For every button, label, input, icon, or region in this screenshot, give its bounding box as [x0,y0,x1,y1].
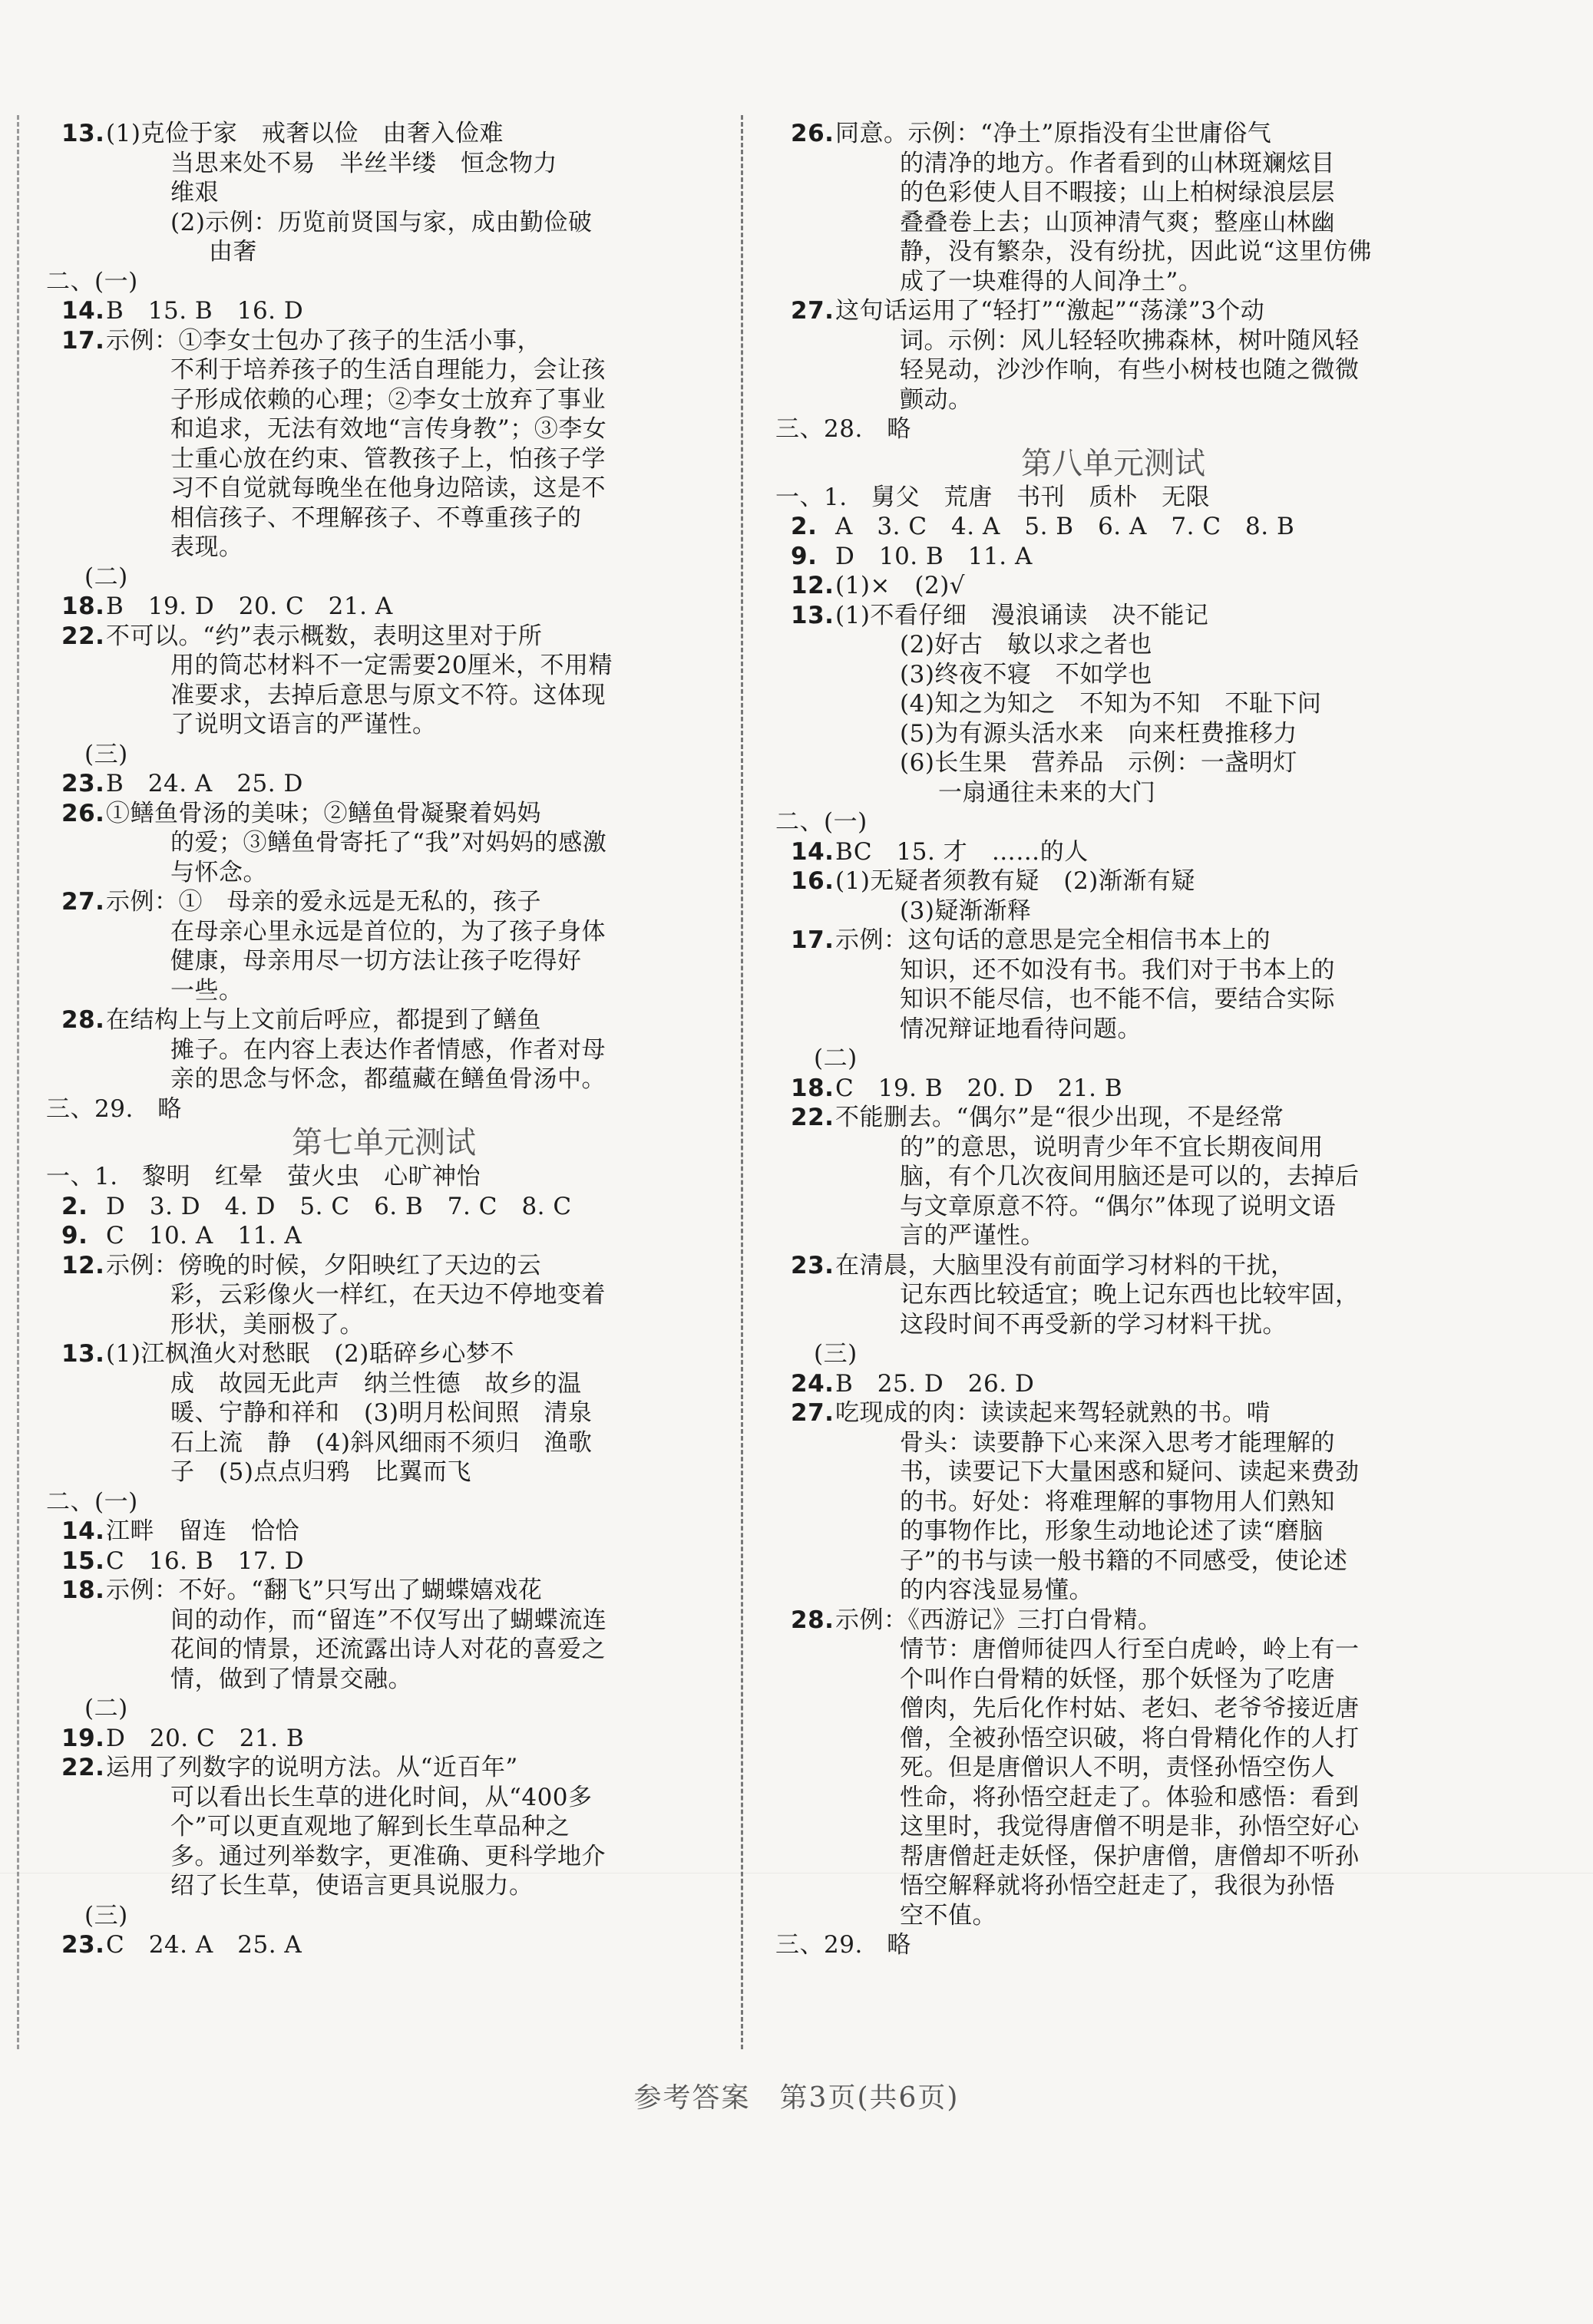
answer-line [46,355,722,385]
answer-text: 情况辩证地看待问题。 [900,1015,1142,1043]
question-number: 18. [61,1576,105,1604]
answer-line [775,1428,1451,1458]
answer-line [775,1665,1451,1695]
unit-title: 第八单元测试 [1021,445,1205,481]
answer-text: 花间的情景，还流露出诗人对花的喜爱之 [170,1636,606,1663]
answer-text: 示例：《西游记》三打白骨精。 [835,1606,1162,1634]
answer-line [46,799,722,829]
answer-text: 记东西比较适宜；晚上记东西也比较牢固， [900,1281,1360,1309]
answer-text: 了说明文语言的严谨性。 [170,711,437,738]
answer-line [775,778,1451,808]
answer-text: (5)为有源头活水来 向来枉费推移力 [900,719,1297,748]
section-heading [46,1487,722,1517]
answer-line [775,512,1451,542]
answer-line [775,1487,1451,1517]
answer-text: 与怀念。 [170,858,267,886]
subsection-label [46,740,722,770]
question-number: 13. [791,601,835,629]
answer-line [46,887,722,917]
answer-text: 在结构上与上文前后呼应，都提到了鳝鱼 [106,1006,541,1034]
answer-text: 在清晨，大脑里没有前面学习材料的干扰， [835,1251,1295,1279]
answer-line [775,1015,1451,1045]
answer-text: C 10. A 11. A [106,1222,302,1249]
answer-text: 不利于培养孩子的生活自理能力，会让孩 [170,356,606,384]
answer-text: (6)长生果 营养品 示例：一盏明灯 [900,749,1297,777]
answer-text: 三、29. 略 [46,1094,182,1123]
answer-line [775,385,1451,415]
answer-line [775,1457,1451,1487]
answer-line [775,1547,1451,1576]
answer-line [46,1783,722,1813]
question-number: 28. [791,1606,835,1634]
answer-line [46,1035,722,1065]
answer-line [46,1930,722,1960]
answer-line [775,1901,1451,1931]
answer-line [775,1398,1451,1428]
question-number: 12. [791,572,835,599]
answer-text: 的清净的地方。作者看到的山林斑斓炫目 [900,149,1335,177]
answer-line [775,1103,1451,1133]
answer-line [46,592,722,622]
answer-line [46,1221,722,1251]
answer-text: 词。示例：风儿轻轻吹拂森林，树叶随风轻 [900,326,1360,355]
answer-line [46,414,722,444]
answer-text: (2)示例：历览前贤国与家，成由勤俭破 [170,208,593,236]
question-number: 13. [61,1340,105,1368]
answer-line [46,474,722,503]
answer-text: 情，做到了情景交融。 [170,1665,412,1693]
answer-line [775,1221,1451,1251]
answer-line [775,178,1451,208]
answer-line [775,867,1451,896]
answer-text: 轻晃动，沙沙作响，有些小树枝也随之微微 [900,356,1360,384]
question-number: 16. [791,867,835,895]
question-number: 26. [791,120,835,147]
answer-line [46,1812,722,1842]
answer-text: BC 15. 才 ……的人 [835,837,1089,866]
question-number: 23. [791,1251,835,1279]
answer-text: 三、28. 略 [775,415,911,443]
answer-line [46,710,722,740]
answer-text: (3)疑渐渐释 [900,896,1032,925]
question-number: 18. [61,593,105,620]
answer-line [46,533,722,563]
answer-line [775,1635,1451,1665]
answer-text: 子形成依赖的心理；②李女士放弃了事业 [170,385,606,414]
answer-line [775,1162,1451,1192]
section-heading [46,267,722,297]
section-heading [775,1930,1451,1960]
answer-line [775,1517,1451,1547]
answer-text: 死。但是唐僧识人不明，责怪孙悟空伤人 [900,1754,1335,1781]
answer-text: 不能删去。“偶尔”是“很少出现，不是经常 [835,1104,1284,1131]
question-number: 27. [61,888,105,916]
answer-text: 石上流 静 (4)斜风细雨不须归 渔歌 [170,1428,593,1457]
answer-line [46,651,722,681]
answer-text: ①鳝鱼骨汤的美味；②鳝鱼骨凝聚着妈妈 [106,799,541,827]
question-number: 22. [791,1104,835,1131]
answer-text: 形状，美丽极了。 [170,1310,364,1339]
answer-text: 帮唐僧赶走妖怪，保护唐僧，唐僧却不听孙 [900,1842,1360,1870]
question-number: 27. [791,1399,835,1427]
answer-line [775,601,1451,631]
answer-line [775,1192,1451,1222]
answer-text: 健康，母亲用尽一切方法让孩子吃得好 [170,947,582,975]
answer-line [775,208,1451,238]
subsection-label [775,1044,1451,1074]
answer-text: B 15. B 16. D [106,297,304,325]
answer-line [46,1428,722,1458]
answer-text: 成了一块难得的人间净土”。 [900,267,1203,295]
page-footer: 参考答案 第3页(共6页) [633,2082,960,2114]
answer-line [46,444,722,474]
answer-line [46,622,722,652]
answer-line [775,119,1451,149]
answer-text: 个叫作白骨精的妖怪，那个妖怪为了吃唐 [900,1665,1335,1693]
answer-text: 知识，还不如没有书。我们对于书本上的 [900,956,1335,984]
right-column [775,119,1451,1960]
answer-text: C 16. B 17. D [106,1547,305,1575]
answer-line [46,1398,722,1428]
answer-line [46,1339,722,1369]
answer-line [775,1074,1451,1104]
answer-line [46,858,722,888]
answer-text: 骨头：读要静下心来深入思考才能理解的 [900,1428,1335,1457]
answer-text: (1)江枫渔火对愁眠 (2)聒碎乡心梦不 [106,1340,514,1368]
answer-text: (三) [814,1340,858,1368]
column-divider [741,115,743,2049]
answer-line [775,267,1451,297]
answer-line [775,326,1451,356]
answer-text: 一、1. 黎明 红晕 萤火虫 心旷神怡 [46,1163,481,1190]
answer-text: 示例：①李女士包办了孩子的生活小事， [106,326,541,355]
answer-line [775,837,1451,867]
answer-text: 一扇通往未来的大门 [938,778,1156,807]
question-number: 19. [61,1724,105,1752]
answer-line [46,326,722,356]
question-number: 2. [61,1192,88,1220]
answer-text: 二、(一) [46,1487,138,1516]
answer-line [775,926,1451,956]
answer-line [46,1576,722,1606]
answer-line [46,946,722,976]
answer-text: 脑，有个几次夜间用脑还是可以的，去掉后 [900,1163,1360,1190]
answer-line [46,828,722,858]
answer-line [46,1280,722,1310]
answer-line [46,1842,722,1872]
answer-text: B 19. D 20. C 21. A [106,593,393,620]
answer-text: 用的筒芯材料不一定需要20厘米，不用精 [170,652,613,679]
answer-text: 个”可以更直观地了解到长生草品种之 [170,1813,570,1840]
question-number: 24. [791,1369,835,1398]
answer-text: 僧肉，先后化作村姑、老妇、老爷爷接近唐 [900,1695,1360,1722]
answer-line [46,178,722,208]
answer-line [46,1310,722,1340]
answer-line [775,1133,1451,1163]
section-heading [775,483,1451,513]
answer-line [775,571,1451,601]
answer-line [775,689,1451,719]
question-number: 13. [61,120,105,147]
answer-line [46,296,722,326]
answer-text: 成 故园无此声 纳兰性德 故乡的温 [170,1369,582,1398]
subsection-label [46,563,722,593]
answer-text: C 24. A 25. A [106,1931,302,1959]
answer-line [46,1606,722,1636]
answer-text: 士重心放在约束、管教孩子上，怕孩子学 [170,444,606,473]
answer-line [46,769,722,799]
answer-line [46,1871,722,1901]
answer-line [775,1251,1451,1281]
answer-line [46,119,722,149]
left-margin-rule [17,115,19,2049]
section-heading [775,807,1451,837]
answer-text: D 20. C 21. B [106,1724,305,1752]
answer-text: 的内容浅显易懂。 [900,1576,1093,1604]
question-number: 27. [791,297,835,325]
answer-text: 示例：① 母亲的爱永远是无私的，孩子 [106,888,541,916]
answer-text: 悟空解释就将孙悟空赶走了，我很为孙悟 [900,1872,1335,1900]
answer-line [775,719,1451,749]
answer-line [775,1280,1451,1310]
answer-line [46,1251,722,1281]
answer-text: (二) [814,1045,858,1072]
answer-line [775,1871,1451,1901]
answer-text: 二、(一) [46,267,138,295]
question-number: 14. [61,297,105,325]
answer-text: B 25. D 26. D [835,1369,1035,1398]
section-heading [46,1094,722,1124]
question-number: 23. [61,770,105,797]
answer-text: 绍了长生草，使语言更具说服力。 [170,1872,534,1900]
answer-text: (三) [84,1901,128,1930]
answer-text: 可以看出长生草的进化时间，从“400多 [170,1783,593,1811]
answer-line [46,1192,722,1222]
answer-text: 书，读要记下大量困惑和疑问、读起来费劲 [900,1458,1360,1486]
answer-line [775,956,1451,985]
answer-line [46,1753,722,1783]
answer-line [46,1635,722,1665]
answer-line [46,1369,722,1399]
answer-line [46,1724,722,1754]
answer-line [46,1005,722,1035]
answer-text: (1)克俭于家 戒奢以俭 由奢入俭难 [106,120,504,147]
unit-title: 第七单元测试 [292,1125,476,1160]
answer-text: 的”的意思，说明青少年不宜长期夜间用 [900,1133,1324,1161]
answer-text: 在母亲心里永远是首位的，为了孩子身体 [170,917,606,946]
answer-text: 一、1. 舅父 荒唐 书刊 质朴 无限 [775,483,1211,511]
answer-text: 习不自觉就每晚坐在他身边陪读，这是不 [170,474,606,502]
answer-text: (1)不看仔细 漫浪诵读 决不能记 [835,601,1209,629]
answer-line [46,1065,722,1094]
question-number: 22. [61,1754,105,1781]
answer-text: 表现。 [170,533,243,561]
answer-text: 颤动。 [900,385,973,414]
answer-line [775,1753,1451,1783]
answer-line [46,1517,722,1547]
question-number: 15. [61,1547,105,1575]
answer-text: 子 (5)点点归鸦 比翼而飞 [170,1458,471,1486]
answer-text: 与文章原意不符。“偶尔”体现了说明文语 [900,1192,1337,1220]
section-heading [46,1162,722,1192]
answer-line [775,630,1451,660]
answer-text: 静，没有繁杂，没有纷扰，因此说“这里仿佛 [900,238,1372,266]
answer-text: 江畔 留连 恰恰 [106,1517,299,1545]
answer-text: 性命，将孙悟空赶走了。体验和感悟：看到 [900,1783,1360,1811]
answer-line [46,208,722,238]
answer-text: (4)知之为知之 不知为不知 不耻下问 [900,690,1322,718]
answer-text: 运用了列数字的说明方法。从“近百年” [106,1754,518,1781]
answer-text: B 24. A 25. D [106,770,303,797]
answer-text: (二) [84,563,128,591]
answer-text: A 3. C 4. A 5. B 6. A 7. C 8. B [835,513,1295,540]
answer-line [46,1665,722,1695]
answer-text: 知识不能尽信，也不能不信，要结合实际 [900,985,1335,1013]
answer-line [775,296,1451,326]
answer-text: 由奢 [209,238,257,266]
question-number: 28. [61,1006,105,1034]
answer-text: 子”的书与读一般书籍的不同感受，使论述 [900,1547,1348,1575]
answer-line [46,503,722,533]
question-number: 18. [791,1074,835,1102]
answer-line [775,1842,1451,1872]
answer-line [46,917,722,947]
question-number: 17. [61,326,105,355]
answer-text: 吃现成的肉：读读起来驾轻就熟的书。啃 [835,1399,1271,1427]
question-number: 23. [61,1931,105,1959]
answer-text: 准要求，去掉后意思与原文不符。这体现 [170,681,606,709]
answer-line [46,681,722,711]
question-number: 22. [61,622,105,650]
answer-line [46,385,722,415]
answer-text: 示例：傍晚的时候，夕阳映红了天边的云 [106,1251,541,1279]
answer-text: 多。通过列举数字，更准确、更科学地介 [170,1842,606,1870]
left-column [46,119,722,1960]
answer-line [46,149,722,179]
question-number: 9. [61,1222,88,1249]
answer-text: 的爱；③鳝鱼骨寄托了“我”对妈妈的感激 [170,829,607,857]
answer-text: 这段时间不再受新的学习材料干扰。 [900,1310,1287,1339]
answer-text: (2)好古 敏以求之者也 [900,631,1152,659]
answer-text: 这句话运用了“轻打”“激起”“荡漾”3个动 [835,297,1265,325]
answer-text: (3)终夜不寝 不如学也 [900,660,1152,688]
answer-text: 维艰 [170,179,219,206]
answer-line [775,1310,1451,1340]
answer-line [775,1576,1451,1606]
answer-line [775,1606,1451,1636]
answer-text: 间的动作，而“留连”不仅写出了蝴蝶流连 [170,1606,607,1634]
answer-text: 和追求，无法有效地“言传身教”；③李女 [170,415,607,443]
subsection-label [46,1901,722,1931]
answer-text: 的事物作比，形象生动地论述了读“磨脑 [900,1517,1324,1545]
question-number: 14. [61,1517,105,1545]
answer-line [46,237,722,267]
answer-text: (三) [84,740,128,768]
answer-line [775,149,1451,179]
answer-text: 情节：唐僧师徒四人行至白虎岭，岭上有一 [900,1636,1360,1663]
answer-text: (1)× (2)√ [835,572,966,599]
answer-text: D 10. B 11. A [835,542,1033,570]
answer-line [775,355,1451,385]
answer-line [46,1547,722,1576]
answer-line [775,1812,1451,1842]
answer-line [775,1783,1451,1813]
question-number: 2. [791,513,818,540]
answer-text: 的书。好处：将难理解的事物用人们熟知 [900,1487,1335,1516]
answer-text: 一些。 [170,976,243,1005]
answer-line [775,1694,1451,1724]
subsection-label [775,1339,1451,1369]
answer-text: 不可以。“约”表示概数，表明这里对于所 [106,622,543,650]
answer-line [775,896,1451,926]
answer-text: 三、29. 略 [775,1931,911,1959]
answer-line [46,1457,722,1487]
answer-text: 亲的思念与怀念，都蕴藏在鳝鱼骨汤中。 [170,1065,606,1093]
question-number: 9. [791,542,818,570]
answer-text: (二) [84,1695,128,1722]
answer-text: 这里时，我觉得唐僧不明是非，孙悟空好心 [900,1813,1360,1840]
subsection-label [46,1694,722,1724]
answer-line [775,660,1451,690]
answer-text: 摊子。在内容上表达作者情感，作者对母 [170,1035,606,1064]
answer-text: D 3. D 4. D 5. C 6. B 7. C 8. C [106,1192,572,1220]
answer-text: 僧，全被孙悟空识破，将白骨精化作的人打 [900,1724,1360,1752]
question-number: 14. [791,837,835,866]
answer-line [775,237,1451,267]
answer-text: 彩，云彩像火一样红，在天边不停地变着 [170,1281,606,1309]
answer-text: 相信孩子、不理解孩子、不尊重孩子的 [170,503,582,532]
question-number: 26. [61,799,105,827]
answer-text: 叠叠卷上去；山顶神清气爽；整座山林幽 [900,208,1335,236]
answer-text: 示例：不好。“翻飞”只写出了蝴蝶嬉戏花 [106,1576,543,1604]
answer-text: (1)无疑者须教有疑 (2)渐渐有疑 [835,867,1195,895]
answer-line [46,976,722,1006]
answer-line [775,1369,1451,1399]
answer-text: C 19. B 20. D 21. B [835,1074,1123,1102]
answer-text: 暖、宁静和祥和 (3)明月松间照 清泉 [170,1399,593,1427]
question-number: 12. [61,1251,105,1279]
answer-text: 空不值。 [900,1901,996,1930]
answer-line [775,542,1451,572]
answer-text: 二、(一) [775,808,868,836]
answer-text: 同意。示例：“净土”原指没有尘世庸俗气 [835,120,1272,147]
question-number: 17. [791,926,835,954]
answer-line [775,1724,1451,1754]
answer-text: 示例：这句话的意思是完全相信书本上的 [835,926,1271,954]
answer-text: 的色彩使人目不暇接；山上柏树绿浪层层 [900,179,1335,206]
answer-line [775,748,1451,778]
section-heading [775,414,1451,444]
answer-text: 当思来处不易 半丝半缕 恒念物力 [170,149,557,177]
answer-text: 言的严谨性。 [900,1222,1045,1249]
answer-line [775,985,1451,1015]
